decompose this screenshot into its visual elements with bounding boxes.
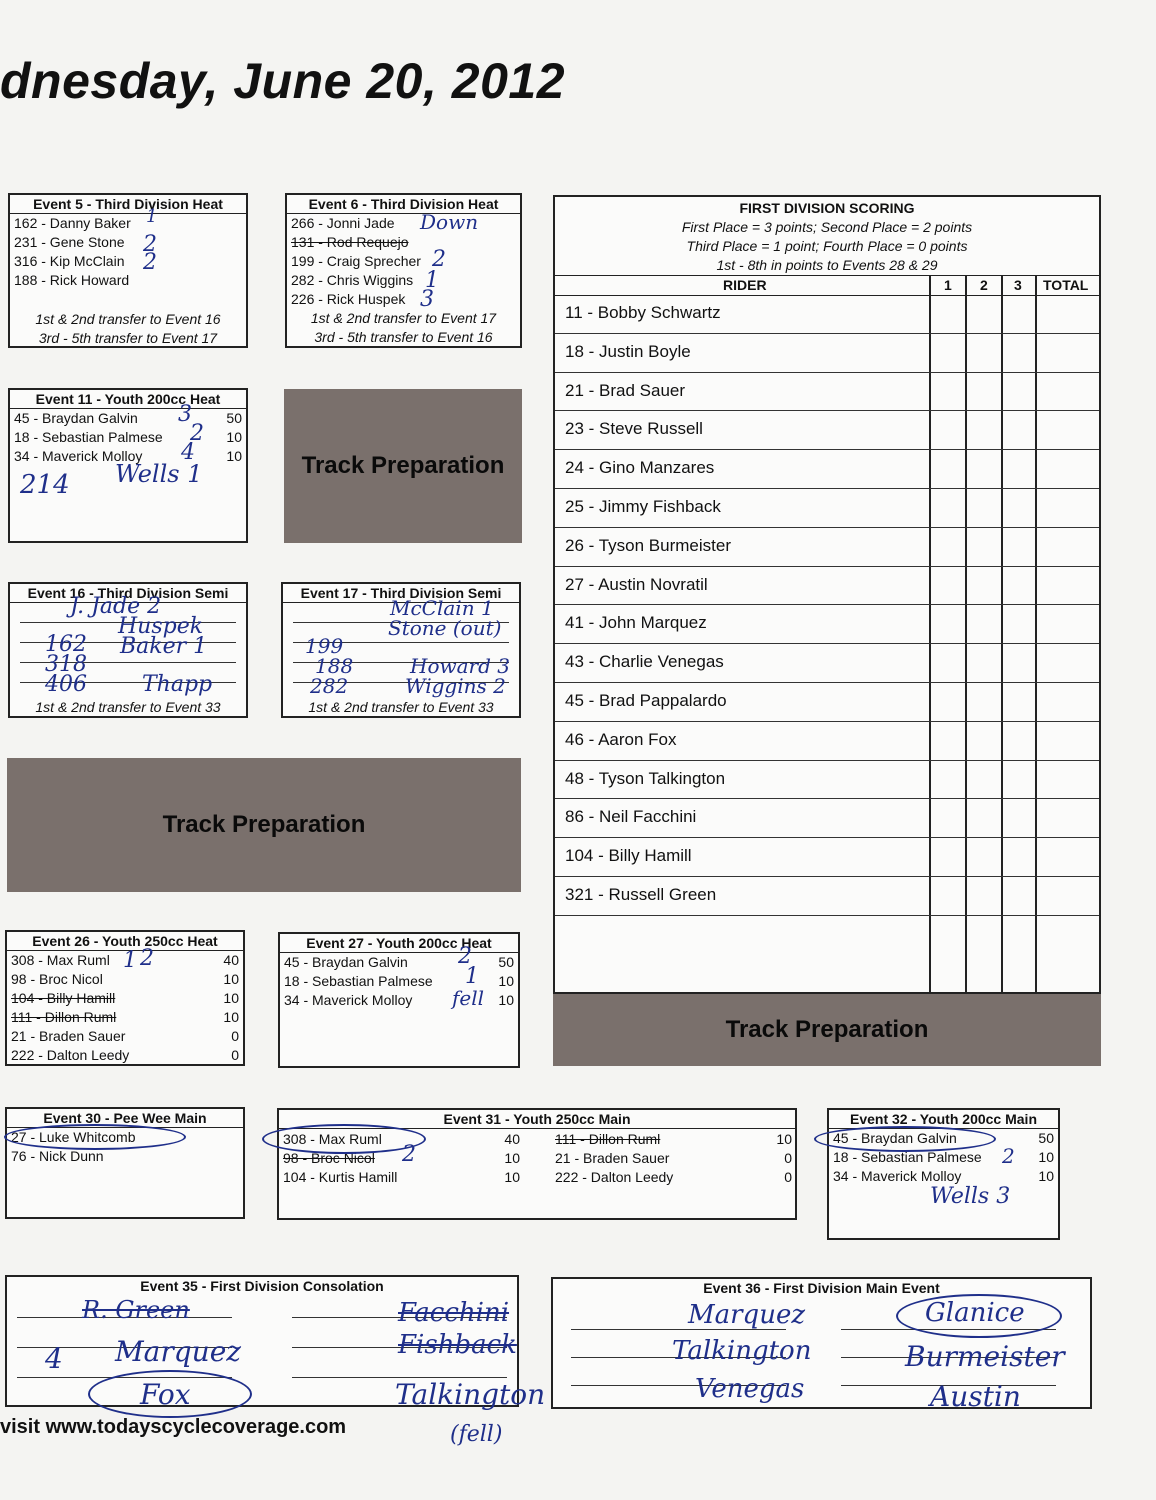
handwritten-mark: Huspek (118, 614, 204, 639)
scoring-rule: First Place = 3 points; Second Place = 2 points (681, 219, 973, 235)
rider-points: 10 (223, 971, 239, 987)
handwritten-mark: 406 (45, 672, 87, 697)
handwritten-mark: 1 (146, 206, 158, 227)
rider-points: 10 (504, 1169, 520, 1185)
scoring-rider-name: 11 - Bobby Schwartz (565, 303, 721, 322)
row-divider (555, 527, 1099, 528)
scoring-rider-name: 23 - Steve Russell (565, 419, 703, 439)
rider-row (551, 1130, 796, 1149)
rider-points: 10 (498, 992, 514, 1008)
rider-row: 131 - Rod Requejo (291, 234, 409, 250)
transfer-note: 1st & 2nd transfer to Event 16 (35, 311, 221, 327)
first-division-scoring-table (553, 195, 1101, 994)
handwritten-mark: Austin (930, 1380, 1021, 1413)
event-title: Event 31 - Youth 250cc Main (279, 1110, 795, 1129)
rider-name: 308 - Max Ruml (283, 1131, 382, 1147)
rider-points: 50 (226, 410, 242, 426)
rider-name: 34 - Maverick Molloy (284, 992, 413, 1008)
handwritten-mark: Burmeister (905, 1340, 1065, 1373)
handwritten-mark: McClain 1 (390, 596, 494, 620)
scoring-rider-name: 46 - Aaron Fox (565, 729, 677, 749)
rider-name: 222 - Dalton Leedy (11, 1047, 130, 1063)
handwritten-mark: Fishback (398, 1330, 517, 1360)
rider-row (829, 1148, 1058, 1167)
handwritten-mark: 3 (178, 402, 192, 427)
rider-name: 45 - Braydan Galvin (284, 954, 408, 970)
handwritten-mark: 4 (45, 1342, 63, 1375)
row-divider (555, 837, 1099, 838)
footer-url: visit www.todayscyclecoverage.com (0, 1416, 347, 1438)
event-title: Event 27 - Youth 200cc Heat (280, 934, 518, 953)
handwritten-mark: Wiggins 2 (405, 674, 506, 698)
row-divider (555, 721, 1099, 722)
transfer-note: 1st & 2nd transfer to Event 33 (35, 699, 221, 715)
rider-row (551, 1149, 796, 1168)
event-title: Event 11 - Youth 200cc Heat (10, 390, 246, 409)
rider-name: 34 - Maverick Molloy (14, 448, 143, 464)
handwritten-mark: 1 (425, 268, 439, 293)
rider-name: 45 - Braydan Galvin (833, 1130, 957, 1146)
track-preparation-label: Track Preparation (301, 452, 505, 479)
rider-name: 111 - Dillon Ruml (555, 1131, 661, 1147)
rider-name: 18 - Sebastian Palmese (833, 1149, 982, 1165)
row-divider (555, 566, 1099, 567)
row-divider (555, 372, 1099, 373)
col-heat-1: 1 (944, 277, 952, 293)
scoring-title: FIRST DIVISION SCORING (739, 200, 915, 216)
handwritten-mark: Baker 1 (120, 634, 208, 659)
rider-row: 316 - Kip McClain (14, 253, 125, 269)
rider-row: 226 - Rick Huspek (291, 291, 406, 307)
rider-row: 266 - Jonni Jade (291, 215, 395, 231)
rider-row: 282 - Chris Wiggins (291, 272, 414, 288)
handwritten-mark: J. Jade 2 (70, 594, 162, 619)
handwritten-mark: fell (452, 986, 485, 1010)
event-title: Event 36 - First Division Main Event (703, 1280, 940, 1296)
row-divider (555, 915, 1099, 916)
rider-points: 10 (223, 1009, 239, 1025)
rider-points: 50 (1038, 1130, 1054, 1146)
rider-points: 50 (498, 954, 514, 970)
handwritten-mark: 2 (190, 421, 204, 446)
track-preparation-block (553, 994, 1101, 1066)
rider-row (7, 989, 243, 1008)
rider-row: 162 - Danny Baker (14, 215, 131, 231)
handwritten-mark: 2 (432, 247, 446, 272)
scoring-rider-name: 27 - Austin Novratil (565, 574, 708, 594)
col-heat-3: 3 (1014, 277, 1022, 293)
handwritten-mark: Fox (140, 1378, 191, 1411)
event-title: Event 5 - Third Division Heat (10, 195, 246, 214)
handwritten-mark: 2 (143, 232, 157, 257)
rider-row: 27 - Luke Whitcomb (11, 1129, 136, 1145)
handwritten-mark: 214 (20, 470, 70, 500)
scoring-rider-name: 41 - John Marquez (565, 613, 707, 633)
rider-row: 231 - Gene Stone (14, 234, 125, 250)
rider-row (10, 428, 246, 447)
rider-row (551, 1168, 796, 1187)
rider-name: 98 - Broc Nicol (283, 1150, 375, 1166)
scoring-rider-name: 48 - Tyson Talkington (565, 768, 726, 788)
handwritten-circle (896, 1294, 1062, 1338)
handwritten-mark: Marquez (688, 1300, 806, 1330)
transfer-note: 3rd - 5th transfer to Event 17 (38, 330, 218, 346)
row-divider (555, 333, 1099, 334)
rider-points: 10 (504, 1150, 520, 1166)
handwritten-mark: Talkington (672, 1336, 812, 1366)
rider-points: 0 (231, 1028, 239, 1044)
scoring-rider-name: 104 - Billy Hamill (565, 846, 692, 866)
event-title: Event 26 - Youth 250cc Heat (7, 932, 243, 951)
handwritten-mark: 318 (45, 652, 87, 677)
row-divider (555, 410, 1099, 411)
scoring-rule: 1st - 8th in points to Events 28 & 29 (716, 257, 938, 273)
rider-points: 40 (223, 952, 239, 968)
rider-points: 10 (498, 973, 514, 989)
handwritten-mark: 4 (181, 440, 195, 465)
handwritten-mark: 2 (402, 1142, 416, 1167)
track-preparation-block (284, 389, 522, 543)
event-title: Event 6 - Third Division Heat (287, 195, 520, 214)
rider-points: 10 (1038, 1149, 1054, 1165)
handwritten-mark: Thapp (142, 672, 213, 697)
scoring-rider-name: 43 - Charlie Venegas (565, 652, 724, 672)
col-total: TOTAL (1043, 277, 1089, 293)
handwritten-circle (814, 1126, 996, 1152)
rider-name: 98 - Broc Nicol (11, 971, 103, 987)
handwritten-mark: 1 (123, 948, 137, 973)
track-preparation-block (7, 758, 521, 892)
rider-row (7, 1027, 243, 1046)
handwritten-mark: Wells 3 (930, 1184, 1011, 1209)
rider-row (280, 953, 518, 972)
row-divider (555, 604, 1099, 605)
handwritten-mark: 3 (420, 287, 434, 312)
rider-name: 34 - Maverick Molloy (833, 1168, 962, 1184)
rider-name: 104 - Kurtis Hamill (283, 1169, 398, 1185)
rider-points: 10 (776, 1131, 792, 1147)
handwritten-mark: Stone (out) (388, 616, 502, 640)
handwritten-mark: 1 (465, 964, 479, 989)
transfer-note: 1st & 2nd transfer to Event 17 (310, 310, 497, 326)
rider-name: 111 - Dillon Ruml (11, 1009, 117, 1025)
rider-name: 21 - Braden Sauer (555, 1150, 670, 1166)
handwritten-mark: Wells 1 (115, 460, 203, 488)
rider-points: 10 (226, 448, 242, 464)
rider-points: 0 (784, 1150, 792, 1166)
track-preparation-label: Track Preparation (725, 1016, 929, 1043)
handwritten-mark: 162 (45, 632, 87, 657)
handwritten-mark: 282 (310, 674, 349, 698)
rider-row: 188 - Rick Howard (14, 272, 130, 288)
transfer-note: 1st & 2nd transfer to Event 33 (308, 699, 494, 715)
row-divider (555, 682, 1099, 683)
handwritten-mark: Venegas (695, 1374, 805, 1404)
rider-row (7, 1046, 243, 1065)
handwritten-mark: 2 (143, 250, 157, 275)
rider-name: 222 - Dalton Leedy (555, 1169, 674, 1185)
handwritten-mark: Talkington (395, 1378, 546, 1411)
rider-row: 199 - Craig Sprecher (291, 253, 421, 269)
scoring-column-header (555, 275, 1099, 296)
scoring-rider-name: 18 - Justin Boyle (565, 341, 691, 361)
scoring-rule: Third Place = 1 point; Fourth Place = 0 points (686, 238, 968, 254)
rider-row: 76 - Nick Dunn (11, 1148, 104, 1164)
event-title: Event 32 - Youth 200cc Main (829, 1110, 1058, 1129)
rider-row (7, 1008, 243, 1027)
rider-name: 18 - Sebastian Palmese (284, 973, 433, 989)
handwritten-circle (88, 1370, 252, 1418)
rider-points: 0 (231, 1047, 239, 1063)
handwritten-mark: 2 (140, 946, 154, 971)
rider-name: 18 - Sebastian Palmese (14, 429, 163, 445)
rider-name: 45 - Braydan Galvin (14, 410, 138, 426)
row-divider (555, 760, 1099, 761)
event-title: Event 30 - Pee Wee Main (7, 1109, 243, 1128)
handwritten-mark: Marquez (115, 1335, 242, 1368)
event-title: Event 17 - Third Division Semi (283, 584, 519, 603)
rider-points: 10 (226, 429, 242, 445)
handwritten-mark: 2 (1002, 1144, 1015, 1168)
col-rider: RIDER (723, 277, 767, 293)
rider-row (279, 1168, 524, 1187)
handwritten-mark: Down (420, 210, 479, 234)
track-preparation-label: Track Preparation (162, 811, 366, 838)
row-divider (555, 449, 1099, 450)
handwritten-mark: 188 (315, 654, 354, 678)
rider-name: 21 - Braden Sauer (11, 1028, 126, 1044)
handwritten-mark: (fell) (450, 1422, 503, 1447)
scoring-rider-name: 25 - Jimmy Fishback (565, 497, 721, 516)
handwritten-mark: Glanice (925, 1298, 1025, 1328)
event-6-box (285, 193, 522, 348)
row-divider (555, 643, 1099, 644)
scoring-rider-name: 24 - Gino Manzares (565, 458, 715, 478)
rider-name: 104 - Billy Hamill (11, 990, 116, 1006)
scoring-rider-name: 21 - Brad Sauer (565, 380, 686, 400)
handwritten-mark: 199 (305, 634, 344, 658)
event-5-box (8, 193, 248, 348)
event-title: Event 16 - Third Division Semi (10, 584, 246, 603)
handwritten-circle (4, 1124, 186, 1150)
scoring-rider-name: 86 - Neil Facchini (565, 807, 697, 827)
handwritten-mark: Facchini (398, 1298, 510, 1328)
event-title: Event 35 - First Division Consolation (140, 1278, 384, 1294)
row-divider (555, 488, 1099, 489)
rider-points: 0 (784, 1169, 792, 1185)
rider-points: 10 (1038, 1168, 1054, 1184)
rider-name: 308 - Max Ruml (11, 952, 110, 968)
rider-points: 10 (223, 990, 239, 1006)
col-heat-2: 2 (980, 277, 988, 293)
row-divider (555, 798, 1099, 799)
transfer-note: 3rd - 5th transfer to Event 16 (314, 329, 493, 345)
scoring-rider-name: 321 - Russell Green (565, 885, 717, 904)
page-title: dnesday, June 20, 2012 (0, 53, 566, 109)
handwritten-mark: 2 (458, 944, 472, 969)
handwritten-mark: Howard 3 (410, 654, 510, 678)
handwritten-mark: R. Green (82, 1296, 190, 1324)
scoring-rider-name: 45 - Brad Pappalardo (565, 691, 727, 710)
scoring-rider-name: 26 - Tyson Burmeister (565, 535, 731, 555)
row-divider (555, 876, 1099, 877)
rider-row (10, 409, 246, 428)
rider-points: 40 (504, 1131, 520, 1147)
